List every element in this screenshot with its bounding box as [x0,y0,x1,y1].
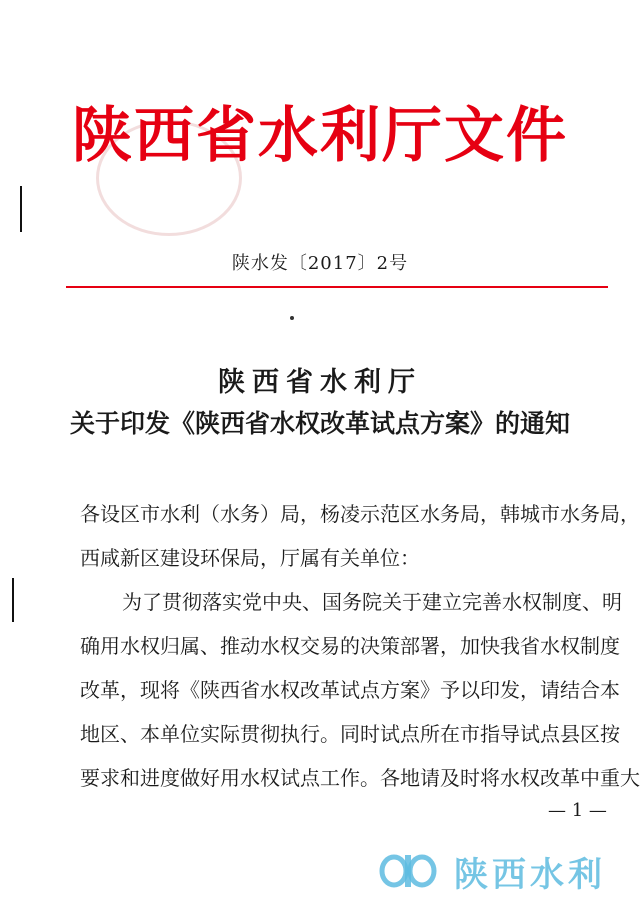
notice-title-line1: 陕西省水利厅 [218,367,422,398]
paragraph-line: 地区、本单位实际贯彻执行。同时试点所在市指导试点县区按 [80,722,620,746]
salutation [80,492,640,580]
paragraph-line: 要求和进度做好用水权试点工作。各地请及时将水权改革中重大 [80,766,640,790]
document-header-title: 陕西省水利厅文件 [72,101,568,171]
paragraph-line: 改革，现将《陕西省水权改革试点方案》予以印发，请结合本 [80,678,620,702]
salutation-line: 西咸新区建设环保局，厅属有关单位： [80,546,420,570]
notice-title-line2: 关于印发《陕西省水权改革试点方案》的通知 [69,409,570,438]
water-drop-logo-icon [378,851,438,891]
red-divider-line [66,286,608,288]
salutation-line: 各设区市水利（水务）局，杨凌示范区水务局，韩城市水务局， [80,502,640,526]
watermark [378,846,628,896]
page-number: — 1 — [548,800,607,821]
document-number: 陕水发〔2017〕2号 [231,253,409,274]
left-margin-mark [12,578,14,622]
watermark-text: 陕西水利 [454,854,606,895]
body-paragraph [80,580,640,800]
left-margin-mark [20,186,22,232]
dot-mark [290,316,294,320]
paragraph-line: 为了贯彻落实党中央、国务院关于建立完善水权制度、明 [122,590,622,614]
paragraph-line: 确用水权归属、推动水权交易的决策部署，加快我省水权制度 [80,634,620,658]
